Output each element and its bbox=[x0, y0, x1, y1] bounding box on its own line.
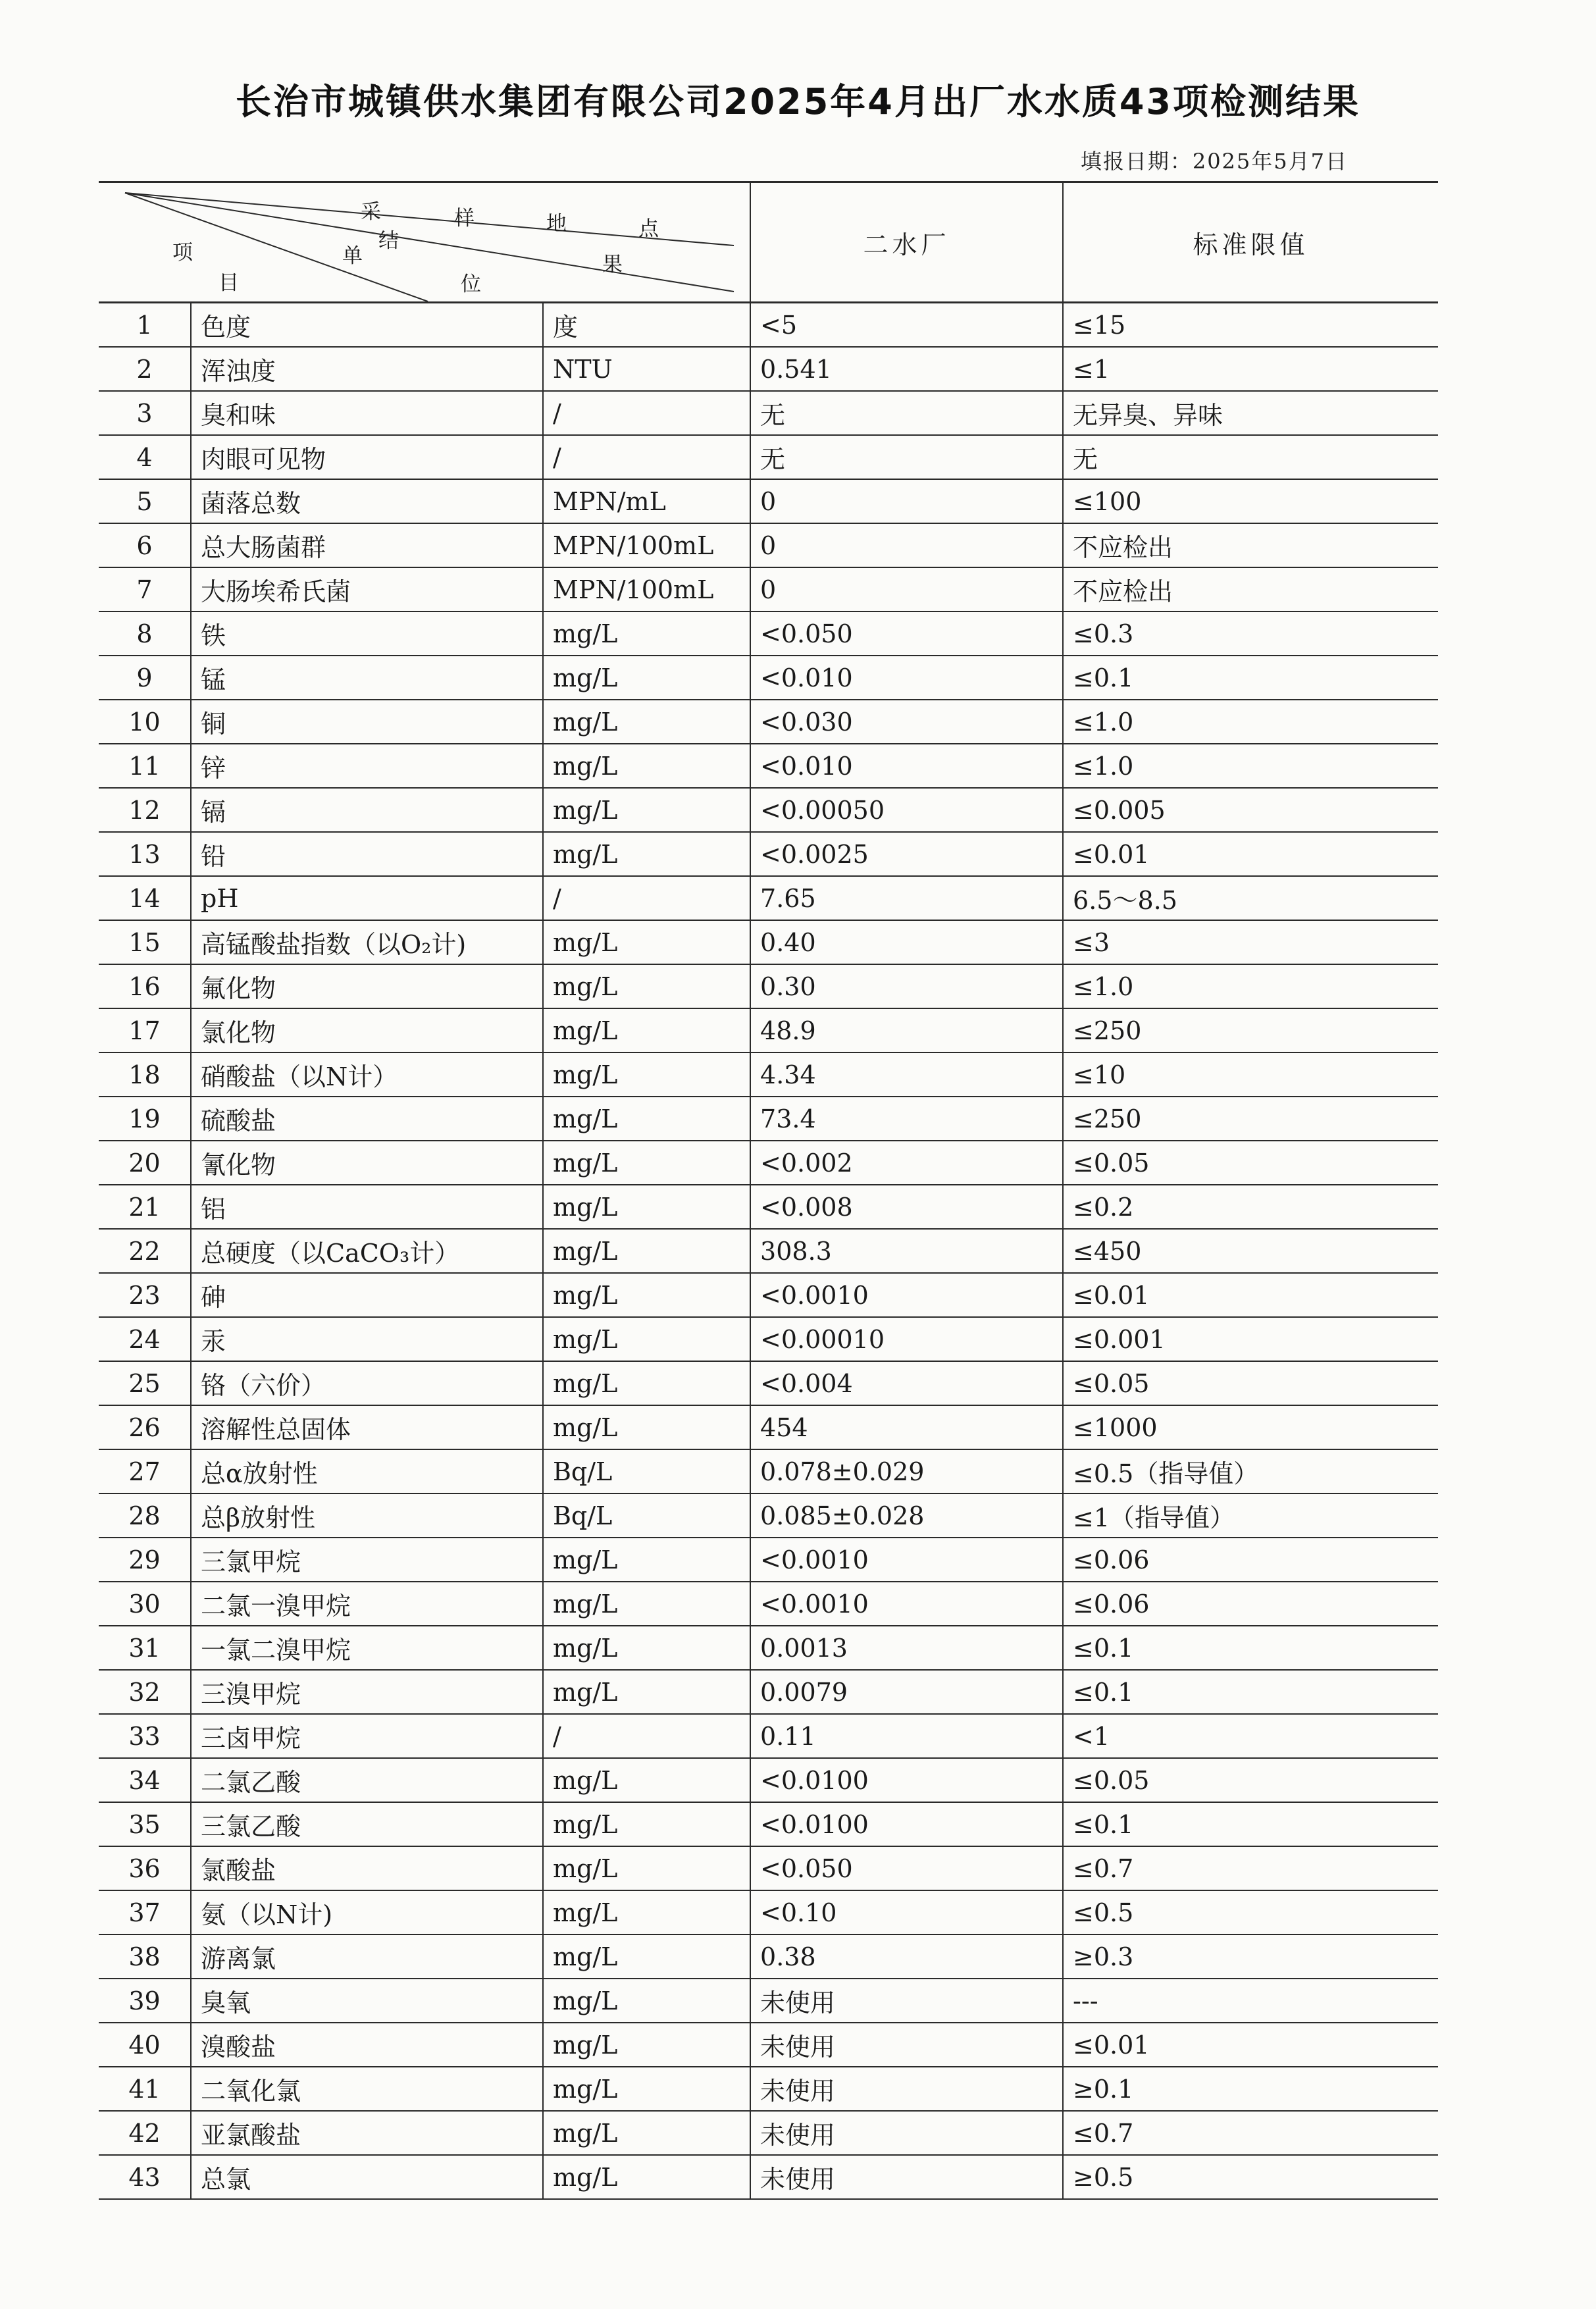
cell-limit: ≤0.3 bbox=[1063, 611, 1438, 656]
cell-limit: ≤100 bbox=[1063, 479, 1438, 523]
table-row bbox=[99, 1052, 1438, 1097]
cell-result: <0.004 bbox=[750, 1361, 1063, 1405]
cell-unit: MPN/100mL bbox=[543, 523, 750, 567]
cell-limit: ≤0.7 bbox=[1063, 2111, 1438, 2155]
cell-result: 0.541 bbox=[750, 347, 1063, 391]
cell-unit: NTU bbox=[543, 347, 750, 391]
cell-result: 0.30 bbox=[750, 964, 1063, 1008]
cell-limit: 无 bbox=[1063, 435, 1438, 479]
cell-no: 9 bbox=[99, 656, 191, 700]
cell-no: 34 bbox=[99, 1758, 191, 1802]
table-row bbox=[99, 523, 1438, 567]
cell-unit: mg/L bbox=[543, 1229, 750, 1273]
header-limit: 标准限值 bbox=[1063, 182, 1438, 303]
cell-result: <0.002 bbox=[750, 1141, 1063, 1185]
cell-unit: mg/L bbox=[543, 1670, 750, 1714]
cell-result: 未使用 bbox=[750, 2111, 1063, 2155]
cell-result: 4.34 bbox=[750, 1052, 1063, 1097]
table-row bbox=[99, 347, 1438, 391]
cell-result: 7.65 bbox=[750, 876, 1063, 920]
table-row bbox=[99, 1758, 1438, 1802]
cell-result: 0.085±0.028 bbox=[750, 1493, 1063, 1538]
table-row bbox=[99, 2111, 1438, 2155]
table-row bbox=[99, 479, 1438, 523]
table-row bbox=[99, 1714, 1438, 1758]
cell-result: <0.00050 bbox=[750, 788, 1063, 832]
cell-item: 总β放射性 bbox=[191, 1493, 543, 1538]
cell-result: <0.010 bbox=[750, 744, 1063, 788]
cell-unit: mg/L bbox=[543, 1890, 750, 1934]
cell-unit: 度 bbox=[543, 303, 750, 348]
cell-limit: ≤0.1 bbox=[1063, 1802, 1438, 1846]
page-title: 长治市城镇供水集团有限公司2025年4月出厂水水质43项检测结果 bbox=[235, 81, 1360, 122]
cell-limit: ≤0.1 bbox=[1063, 656, 1438, 700]
cell-result: 未使用 bbox=[750, 2023, 1063, 2067]
table-row bbox=[99, 876, 1438, 920]
cell-unit: mg/L bbox=[543, 1141, 750, 1185]
cell-unit: mg/L bbox=[543, 1626, 750, 1670]
cell-item: 砷 bbox=[191, 1273, 543, 1317]
cell-result: 未使用 bbox=[750, 2155, 1063, 2199]
diag-label-jie: 结 bbox=[378, 229, 399, 253]
cell-item: 铁 bbox=[191, 611, 543, 656]
cell-item: pH bbox=[191, 876, 543, 920]
cell-result: 0.11 bbox=[750, 1714, 1063, 1758]
diagonal-header-cell bbox=[99, 182, 750, 303]
cell-no: 13 bbox=[99, 832, 191, 876]
cell-result: <0.0025 bbox=[750, 832, 1063, 876]
cell-result: 无 bbox=[750, 435, 1063, 479]
cell-unit: Bq/L bbox=[543, 1449, 750, 1493]
table-row bbox=[99, 1493, 1438, 1538]
cell-unit: / bbox=[543, 391, 750, 435]
cell-limit: ≤1000 bbox=[1063, 1405, 1438, 1449]
cell-no: 38 bbox=[99, 1934, 191, 1979]
results-table bbox=[99, 181, 1438, 2200]
cell-unit: mg/L bbox=[543, 700, 750, 744]
cell-result: <0.008 bbox=[750, 1185, 1063, 1229]
table-row bbox=[99, 1802, 1438, 1846]
cell-no: 14 bbox=[99, 876, 191, 920]
cell-item: 游离氯 bbox=[191, 1934, 543, 1979]
cell-item: 总大肠菌群 bbox=[191, 523, 543, 567]
cell-result: 308.3 bbox=[750, 1229, 1063, 1273]
cell-result: <0.0100 bbox=[750, 1802, 1063, 1846]
table-row bbox=[99, 832, 1438, 876]
table-row bbox=[99, 1273, 1438, 1317]
cell-limit: ≤0.1 bbox=[1063, 1626, 1438, 1670]
cell-result: 48.9 bbox=[750, 1008, 1063, 1052]
cell-no: 28 bbox=[99, 1493, 191, 1538]
table-row bbox=[99, 567, 1438, 611]
cell-limit: ≤0.01 bbox=[1063, 832, 1438, 876]
cell-item: 二氯一溴甲烷 bbox=[191, 1582, 543, 1626]
cell-no: 21 bbox=[99, 1185, 191, 1229]
cell-item: 色度 bbox=[191, 303, 543, 348]
cell-result: <0.0010 bbox=[750, 1538, 1063, 1582]
table-row bbox=[99, 303, 1438, 348]
cell-no: 26 bbox=[99, 1405, 191, 1449]
cell-limit: ≤250 bbox=[1063, 1008, 1438, 1052]
cell-result: <0.00010 bbox=[750, 1317, 1063, 1361]
cell-no: 43 bbox=[99, 2155, 191, 2199]
cell-result: 未使用 bbox=[750, 2067, 1063, 2111]
cell-no: 41 bbox=[99, 2067, 191, 2111]
cell-limit: ≤0.05 bbox=[1063, 1758, 1438, 1802]
cell-item: 氯化物 bbox=[191, 1008, 543, 1052]
cell-item: 氨（以N计) bbox=[191, 1890, 543, 1934]
cell-limit: ≤0.01 bbox=[1063, 1273, 1438, 1317]
cell-limit: ≤0.005 bbox=[1063, 788, 1438, 832]
table-row bbox=[99, 2067, 1438, 2111]
cell-no: 25 bbox=[99, 1361, 191, 1405]
cell-limit: ≤1 bbox=[1063, 347, 1438, 391]
table-row bbox=[99, 1317, 1438, 1361]
cell-result: 未使用 bbox=[750, 1979, 1063, 2023]
diag-label-guo: 果 bbox=[602, 253, 623, 276]
cell-result: <5 bbox=[750, 303, 1063, 348]
cell-unit: mg/L bbox=[543, 2155, 750, 2199]
table-row bbox=[99, 1890, 1438, 1934]
cell-item: 硫酸盐 bbox=[191, 1097, 543, 1141]
cell-limit: 无异臭、异味 bbox=[1063, 391, 1438, 435]
cell-item: 铬（六价） bbox=[191, 1361, 543, 1405]
cell-limit: ≥0.1 bbox=[1063, 2067, 1438, 2111]
table-header-row bbox=[99, 182, 1438, 303]
cell-item: 氟化物 bbox=[191, 964, 543, 1008]
cell-no: 1 bbox=[99, 303, 191, 348]
cell-no: 2 bbox=[99, 347, 191, 391]
cell-no: 3 bbox=[99, 391, 191, 435]
cell-result: 0 bbox=[750, 567, 1063, 611]
cell-limit: ≤15 bbox=[1063, 303, 1438, 348]
cell-limit: ≤1.0 bbox=[1063, 700, 1438, 744]
cell-limit: ≥0.5 bbox=[1063, 2155, 1438, 2199]
cell-unit: mg/L bbox=[543, 1097, 750, 1141]
cell-no: 22 bbox=[99, 1229, 191, 1273]
cell-unit: mg/L bbox=[543, 1052, 750, 1097]
header-plant: 二水厂 bbox=[750, 182, 1063, 303]
cell-item: 总氯 bbox=[191, 2155, 543, 2199]
diag-label-wei: 位 bbox=[461, 272, 481, 296]
cell-result: <0.0010 bbox=[750, 1582, 1063, 1626]
table-row bbox=[99, 2023, 1438, 2067]
table-row bbox=[99, 1979, 1438, 2023]
cell-item: 浑浊度 bbox=[191, 347, 543, 391]
cell-limit: ≤0.06 bbox=[1063, 1582, 1438, 1626]
table-row bbox=[99, 744, 1438, 788]
cell-unit: / bbox=[543, 876, 750, 920]
cell-no: 5 bbox=[99, 479, 191, 523]
cell-no: 37 bbox=[99, 1890, 191, 1934]
table-row bbox=[99, 1229, 1438, 1273]
cell-no: 32 bbox=[99, 1670, 191, 1714]
cell-item: 三氯乙酸 bbox=[191, 1802, 543, 1846]
cell-unit: / bbox=[543, 1714, 750, 1758]
cell-result: 无 bbox=[750, 391, 1063, 435]
cell-result: <0.050 bbox=[750, 611, 1063, 656]
cell-result: <0.030 bbox=[750, 700, 1063, 744]
cell-limit: ≤0.1 bbox=[1063, 1670, 1438, 1714]
cell-result: 454 bbox=[750, 1405, 1063, 1449]
cell-item: 硝酸盐（以N计） bbox=[191, 1052, 543, 1097]
cell-item: 氰化物 bbox=[191, 1141, 543, 1185]
cell-unit: MPN/mL bbox=[543, 479, 750, 523]
cell-unit: mg/L bbox=[543, 1273, 750, 1317]
cell-limit: ≥0.3 bbox=[1063, 1934, 1438, 1979]
cell-no: 4 bbox=[99, 435, 191, 479]
cell-unit: mg/L bbox=[543, 656, 750, 700]
diag-label-dan: 单 bbox=[342, 244, 363, 268]
cell-no: 20 bbox=[99, 1141, 191, 1185]
cell-no: 30 bbox=[99, 1582, 191, 1626]
cell-unit: mg/L bbox=[543, 964, 750, 1008]
cell-item: 臭和味 bbox=[191, 391, 543, 435]
table-row bbox=[99, 964, 1438, 1008]
cell-item: 溴酸盐 bbox=[191, 2023, 543, 2067]
cell-unit: mg/L bbox=[543, 1317, 750, 1361]
diag-label-cai: 采 bbox=[361, 200, 381, 224]
cell-limit: ≤3 bbox=[1063, 920, 1438, 964]
table-row bbox=[99, 2155, 1438, 2199]
cell-item: 铜 bbox=[191, 700, 543, 744]
cell-no: 39 bbox=[99, 1979, 191, 2023]
cell-item: 二氯乙酸 bbox=[191, 1758, 543, 1802]
cell-limit: ≤250 bbox=[1063, 1097, 1438, 1141]
cell-item: 总α放射性 bbox=[191, 1449, 543, 1493]
cell-result: 0.38 bbox=[750, 1934, 1063, 1979]
cell-unit: mg/L bbox=[543, 832, 750, 876]
cell-unit: mg/L bbox=[543, 2023, 750, 2067]
cell-result: <0.0010 bbox=[750, 1273, 1063, 1317]
cell-result: 0.078±0.029 bbox=[750, 1449, 1063, 1493]
diag-label-dian: 点 bbox=[638, 217, 659, 241]
table-row bbox=[99, 1934, 1438, 1979]
cell-unit: mg/L bbox=[543, 1361, 750, 1405]
cell-limit: 6.5～8.5 bbox=[1063, 876, 1438, 920]
cell-item: 一氯二溴甲烷 bbox=[191, 1626, 543, 1670]
cell-result: 0.0079 bbox=[750, 1670, 1063, 1714]
cell-item: 臭氧 bbox=[191, 1979, 543, 2023]
cell-unit: mg/L bbox=[543, 1185, 750, 1229]
cell-no: 35 bbox=[99, 1802, 191, 1846]
cell-unit: mg/L bbox=[543, 1405, 750, 1449]
cell-item: 高锰酸盐指数（以O₂计) bbox=[191, 920, 543, 964]
cell-limit: ≤0.05 bbox=[1063, 1361, 1438, 1405]
diagonal-header-lines bbox=[99, 183, 750, 301]
cell-item: 总硬度（以CaCO₃计） bbox=[191, 1229, 543, 1273]
cell-no: 6 bbox=[99, 523, 191, 567]
cell-limit: <1 bbox=[1063, 1714, 1438, 1758]
cell-unit: mg/L bbox=[543, 1802, 750, 1846]
table-row bbox=[99, 1670, 1438, 1714]
table-row bbox=[99, 1582, 1438, 1626]
cell-no: 27 bbox=[99, 1449, 191, 1493]
cell-item: 锰 bbox=[191, 656, 543, 700]
cell-limit: ≤0.01 bbox=[1063, 2023, 1438, 2067]
cell-no: 15 bbox=[99, 920, 191, 964]
cell-no: 29 bbox=[99, 1538, 191, 1582]
cell-result: <0.10 bbox=[750, 1890, 1063, 1934]
table-row bbox=[99, 1538, 1438, 1582]
table-row bbox=[99, 788, 1438, 832]
cell-result: <0.050 bbox=[750, 1846, 1063, 1890]
cell-limit: 不应检出 bbox=[1063, 523, 1438, 567]
cell-item: 溶解性总固体 bbox=[191, 1405, 543, 1449]
cell-no: 8 bbox=[99, 611, 191, 656]
cell-limit: ≤0.7 bbox=[1063, 1846, 1438, 1890]
cell-unit: mg/L bbox=[543, 1934, 750, 1979]
cell-limit: ≤1.0 bbox=[1063, 964, 1438, 1008]
table-row bbox=[99, 611, 1438, 656]
cell-no: 7 bbox=[99, 567, 191, 611]
cell-unit: mg/L bbox=[543, 1846, 750, 1890]
table-row bbox=[99, 1449, 1438, 1493]
cell-unit: mg/L bbox=[543, 1979, 750, 2023]
cell-item: 三溴甲烷 bbox=[191, 1670, 543, 1714]
cell-item: 氯酸盐 bbox=[191, 1846, 543, 1890]
cell-no: 16 bbox=[99, 964, 191, 1008]
table-row bbox=[99, 1626, 1438, 1670]
cell-item: 汞 bbox=[191, 1317, 543, 1361]
cell-unit: mg/L bbox=[543, 1758, 750, 1802]
table-row bbox=[99, 700, 1438, 744]
cell-item: 镉 bbox=[191, 788, 543, 832]
cell-item: 肉眼可见物 bbox=[191, 435, 543, 479]
table-row bbox=[99, 656, 1438, 700]
cell-unit: mg/L bbox=[543, 788, 750, 832]
table-row bbox=[99, 435, 1438, 479]
table-row bbox=[99, 1846, 1438, 1890]
cell-limit: ≤0.001 bbox=[1063, 1317, 1438, 1361]
cell-limit: --- bbox=[1063, 1979, 1438, 2023]
cell-item: 锌 bbox=[191, 744, 543, 788]
cell-limit: ≤0.05 bbox=[1063, 1141, 1438, 1185]
cell-item: 三卤甲烷 bbox=[191, 1714, 543, 1758]
cell-no: 24 bbox=[99, 1317, 191, 1361]
cell-unit: Bq/L bbox=[543, 1493, 750, 1538]
cell-no: 18 bbox=[99, 1052, 191, 1097]
cell-unit: mg/L bbox=[543, 611, 750, 656]
table-row bbox=[99, 1008, 1438, 1052]
cell-item: 亚氯酸盐 bbox=[191, 2111, 543, 2155]
cell-result: 0 bbox=[750, 479, 1063, 523]
table-row bbox=[99, 920, 1438, 964]
diag-label-xiang: 项 bbox=[172, 241, 193, 265]
cell-unit: mg/L bbox=[543, 2067, 750, 2111]
cell-item: 大肠埃希氏菌 bbox=[191, 567, 543, 611]
cell-result: 73.4 bbox=[750, 1097, 1063, 1141]
cell-unit: / bbox=[543, 435, 750, 479]
cell-no: 12 bbox=[99, 788, 191, 832]
diag-label-mu: 目 bbox=[219, 271, 239, 295]
cell-unit: MPN/100mL bbox=[543, 567, 750, 611]
cell-unit: mg/L bbox=[543, 744, 750, 788]
cell-limit: ≤0.2 bbox=[1063, 1185, 1438, 1229]
cell-limit: ≤0.5 bbox=[1063, 1890, 1438, 1934]
table-row bbox=[99, 391, 1438, 435]
cell-result: <0.0100 bbox=[750, 1758, 1063, 1802]
cell-result: 0.40 bbox=[750, 920, 1063, 964]
fill-date: 填报日期：2025年5月7日 bbox=[1080, 149, 1348, 174]
cell-limit: ≤0.06 bbox=[1063, 1538, 1438, 1582]
table-row bbox=[99, 1141, 1438, 1185]
cell-no: 17 bbox=[99, 1008, 191, 1052]
cell-item: 三氯甲烷 bbox=[191, 1538, 543, 1582]
cell-no: 42 bbox=[99, 2111, 191, 2155]
cell-limit: ≤10 bbox=[1063, 1052, 1438, 1097]
diag-label-yang: 样 bbox=[454, 207, 475, 230]
cell-unit: mg/L bbox=[543, 2111, 750, 2155]
table-row bbox=[99, 1097, 1438, 1141]
cell-no: 33 bbox=[99, 1714, 191, 1758]
cell-item: 铅 bbox=[191, 832, 543, 876]
cell-no: 23 bbox=[99, 1273, 191, 1317]
cell-item: 二氧化氯 bbox=[191, 2067, 543, 2111]
cell-unit: mg/L bbox=[543, 1008, 750, 1052]
cell-result: 0 bbox=[750, 523, 1063, 567]
cell-unit: mg/L bbox=[543, 1582, 750, 1626]
table-row bbox=[99, 1405, 1438, 1449]
cell-no: 19 bbox=[99, 1097, 191, 1141]
cell-limit: ≤1.0 bbox=[1063, 744, 1438, 788]
cell-result: <0.010 bbox=[750, 656, 1063, 700]
cell-limit: 不应检出 bbox=[1063, 567, 1438, 611]
cell-unit: mg/L bbox=[543, 1538, 750, 1582]
cell-limit: ≤1（指导值） bbox=[1063, 1493, 1438, 1538]
cell-limit: ≤450 bbox=[1063, 1229, 1438, 1273]
cell-unit: mg/L bbox=[543, 920, 750, 964]
cell-no: 40 bbox=[99, 2023, 191, 2067]
cell-item: 铝 bbox=[191, 1185, 543, 1229]
cell-result: 0.0013 bbox=[750, 1626, 1063, 1670]
cell-no: 31 bbox=[99, 1626, 191, 1670]
cell-no: 36 bbox=[99, 1846, 191, 1890]
table-row bbox=[99, 1361, 1438, 1405]
diag-label-di: 地 bbox=[546, 212, 567, 236]
cell-no: 10 bbox=[99, 700, 191, 744]
cell-item: 菌落总数 bbox=[191, 479, 543, 523]
cell-limit: ≤0.5（指导值） bbox=[1063, 1449, 1438, 1493]
cell-no: 11 bbox=[99, 744, 191, 788]
table-row bbox=[99, 1185, 1438, 1229]
